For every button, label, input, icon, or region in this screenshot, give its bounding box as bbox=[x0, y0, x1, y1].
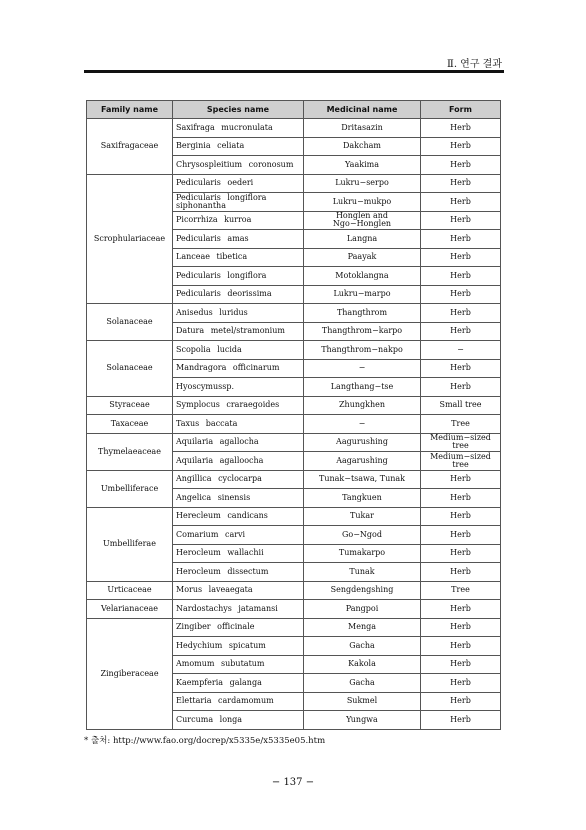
form-cell: Herb bbox=[421, 304, 501, 323]
species-cell: Herocleum dissectum bbox=[173, 563, 304, 582]
medicinal-name-cell: − bbox=[304, 359, 421, 378]
medicinal-name-cell: Gacha bbox=[304, 674, 421, 693]
species-cell: Elettaria cardamomum bbox=[173, 692, 304, 711]
medicinal-name-cell: Motoklangna bbox=[304, 267, 421, 286]
form-cell: Herb bbox=[421, 119, 501, 138]
species-cell: Symplocus craraegoides bbox=[173, 396, 304, 415]
species-cell: Angelica sinensis bbox=[173, 489, 304, 508]
medicinal-name-cell: Pangpoi bbox=[304, 600, 421, 619]
family-cell: Solanaceae bbox=[87, 304, 173, 341]
species-cell: Pedicularis deorissima bbox=[173, 285, 304, 304]
source-note: * 출처: http://www.fao.org/docrep/x5335e/x5335e05.htm bbox=[84, 736, 326, 746]
column-header-medicinal: Medicinal name bbox=[304, 101, 421, 119]
form-cell: Herb bbox=[421, 711, 501, 730]
species-cell: Kaempferia galanga bbox=[173, 674, 304, 693]
table-body bbox=[87, 119, 501, 730]
form-cell: Herb bbox=[421, 600, 501, 619]
form-cell: Herb bbox=[421, 618, 501, 637]
medicinal-plants-table bbox=[86, 100, 501, 730]
form-cell: Herb bbox=[421, 211, 501, 230]
species-cell: Chrysospleitium coronosum bbox=[173, 156, 304, 175]
species-cell: Aquilaria agalloocha bbox=[173, 452, 304, 471]
medicinal-name-cell: Sengdengshing bbox=[304, 581, 421, 600]
medicinal-name-cell: Gacha bbox=[304, 637, 421, 656]
table-row bbox=[87, 415, 501, 434]
form-cell: Tree bbox=[421, 415, 501, 434]
species-cell: Lanceae tibetica bbox=[173, 248, 304, 267]
family-cell: Thymelaeaceae bbox=[87, 433, 173, 470]
species-cell: Nardostachys jatamansi bbox=[173, 600, 304, 619]
form-cell: Herb bbox=[421, 230, 501, 249]
table-row bbox=[87, 618, 501, 637]
table-row bbox=[87, 470, 501, 489]
medicinal-name-cell: Paayak bbox=[304, 248, 421, 267]
medicinal-name-cell: Tangkuen bbox=[304, 489, 421, 508]
form-cell: Small tree bbox=[421, 396, 501, 415]
column-header-species: Species name bbox=[173, 101, 304, 119]
table-header-row bbox=[87, 101, 501, 119]
form-cell: Herb bbox=[421, 174, 501, 193]
table-row bbox=[87, 304, 501, 323]
table-row bbox=[87, 507, 501, 526]
form-cell: Herb bbox=[421, 655, 501, 674]
family-cell: Solanaceae bbox=[87, 341, 173, 397]
form-cell: Herb bbox=[421, 285, 501, 304]
species-cell: Zingiber officinale bbox=[173, 618, 304, 637]
medicinal-name-cell: Thangthrom bbox=[304, 304, 421, 323]
medicinal-name-cell: Lukru−mukpo bbox=[304, 193, 421, 212]
column-header-family: Family name bbox=[87, 101, 173, 119]
medicinal-name-cell: Aagarushing bbox=[304, 452, 421, 471]
species-cell: Mandragora officinarum bbox=[173, 359, 304, 378]
form-cell: Herb bbox=[421, 507, 501, 526]
family-cell: Umbelliferace bbox=[87, 470, 173, 507]
medicinal-name-cell: Yaakima bbox=[304, 156, 421, 175]
medicinal-name-cell: Yungwa bbox=[304, 711, 421, 730]
table-row bbox=[87, 174, 501, 193]
species-cell: Aquilaria agallocha bbox=[173, 433, 304, 452]
form-cell: Herb bbox=[421, 544, 501, 563]
form-cell: Herb bbox=[421, 378, 501, 397]
table-row bbox=[87, 119, 501, 138]
species-cell: Herocleum wallachii bbox=[173, 544, 304, 563]
form-cell: Herb bbox=[421, 526, 501, 545]
medicinal-name-cell: Sukmel bbox=[304, 692, 421, 711]
header-rule bbox=[84, 70, 504, 73]
family-cell: Urticaceae bbox=[87, 581, 173, 600]
form-cell: Herb bbox=[421, 359, 501, 378]
form-cell: Herb bbox=[421, 137, 501, 156]
medicinal-name-cell: Honglen and Ngo−Honglen bbox=[304, 211, 421, 230]
medicinal-name-cell: Tukar bbox=[304, 507, 421, 526]
family-cell: Velarianaceae bbox=[87, 600, 173, 619]
table-row bbox=[87, 433, 501, 452]
medicinal-name-cell: Langthang−tse bbox=[304, 378, 421, 397]
species-cell: Pedicularis oederi bbox=[173, 174, 304, 193]
table-row bbox=[87, 600, 501, 619]
table-row bbox=[87, 341, 501, 360]
form-cell: Herb bbox=[421, 248, 501, 267]
species-cell: Taxus baccata bbox=[173, 415, 304, 434]
medicinal-name-cell: Thangthrom−karpo bbox=[304, 322, 421, 341]
form-cell: Herb bbox=[421, 322, 501, 341]
family-cell: Scrophulariaceae bbox=[87, 174, 173, 304]
table-row bbox=[87, 581, 501, 600]
medicinal-name-cell: Menga bbox=[304, 618, 421, 637]
species-cell: Pedicularis longiflora bbox=[173, 267, 304, 286]
form-cell: Herb bbox=[421, 156, 501, 175]
form-cell: Herb bbox=[421, 563, 501, 582]
species-cell: Hyoscymussp. bbox=[173, 378, 304, 397]
form-cell: Herb bbox=[421, 470, 501, 489]
medicinal-name-cell: Tunak bbox=[304, 563, 421, 582]
column-header-form: Form bbox=[421, 101, 501, 119]
medicinal-name-cell: Dritasazin bbox=[304, 119, 421, 138]
species-cell: Angillica cyclocarpa bbox=[173, 470, 304, 489]
medicinal-name-cell: − bbox=[304, 415, 421, 434]
form-cell: Medium−sized tree bbox=[421, 433, 501, 452]
species-cell: Saxifraga mucronulata bbox=[173, 119, 304, 138]
form-cell: Medium−sized tree bbox=[421, 452, 501, 471]
medicinal-name-cell: Zhungkhen bbox=[304, 396, 421, 415]
species-cell: Herecleum candicans bbox=[173, 507, 304, 526]
species-cell: Curcuma longa bbox=[173, 711, 304, 730]
running-header: Ⅱ. 연구 결과 bbox=[447, 59, 502, 70]
species-cell: Hedychium spicatum bbox=[173, 637, 304, 656]
species-cell: Scopolia lucida bbox=[173, 341, 304, 360]
family-cell: Saxifragaceae bbox=[87, 119, 173, 175]
form-cell: Herb bbox=[421, 674, 501, 693]
table-row bbox=[87, 396, 501, 415]
species-cell: Datura metel/stramonium bbox=[173, 322, 304, 341]
family-cell: Umbelliferae bbox=[87, 507, 173, 581]
medicinal-name-cell: Lukru−marpo bbox=[304, 285, 421, 304]
form-cell: Herb bbox=[421, 489, 501, 508]
page-number: − 137 − bbox=[271, 777, 315, 788]
form-cell: − bbox=[421, 341, 501, 360]
species-cell: Berginia celiata bbox=[173, 137, 304, 156]
form-cell: Herb bbox=[421, 193, 501, 212]
family-cell: Taxaceae bbox=[87, 415, 173, 434]
medicinal-name-cell: Langna bbox=[304, 230, 421, 249]
medicinal-name-cell: Lukru−serpo bbox=[304, 174, 421, 193]
species-cell: Pedicularis amas bbox=[173, 230, 304, 249]
species-cell: Anisedus luridus bbox=[173, 304, 304, 323]
medicinal-name-cell: Tumakarpo bbox=[304, 544, 421, 563]
medicinal-name-cell: Go−Ngod bbox=[304, 526, 421, 545]
species-cell: Picorrhiza kurroa bbox=[173, 211, 304, 230]
species-cell: Pedicularis longiflora siphonantha bbox=[173, 193, 304, 212]
form-cell: Herb bbox=[421, 637, 501, 656]
form-cell: Herb bbox=[421, 267, 501, 286]
medicinal-name-cell: Thangthrom−nakpo bbox=[304, 341, 421, 360]
family-cell: Styraceae bbox=[87, 396, 173, 415]
medicinal-name-cell: Tunak−tsawa, Tunak bbox=[304, 470, 421, 489]
family-cell: Zingiberaceae bbox=[87, 618, 173, 729]
form-cell: Tree bbox=[421, 581, 501, 600]
species-cell: Comarium carvi bbox=[173, 526, 304, 545]
medicinal-name-cell: Kakola bbox=[304, 655, 421, 674]
medicinal-name-cell: Aagurushing bbox=[304, 433, 421, 452]
form-cell: Herb bbox=[421, 692, 501, 711]
species-cell: Amomum subutatum bbox=[173, 655, 304, 674]
species-cell: Morus laveaegata bbox=[173, 581, 304, 600]
medicinal-name-cell: Dakcham bbox=[304, 137, 421, 156]
